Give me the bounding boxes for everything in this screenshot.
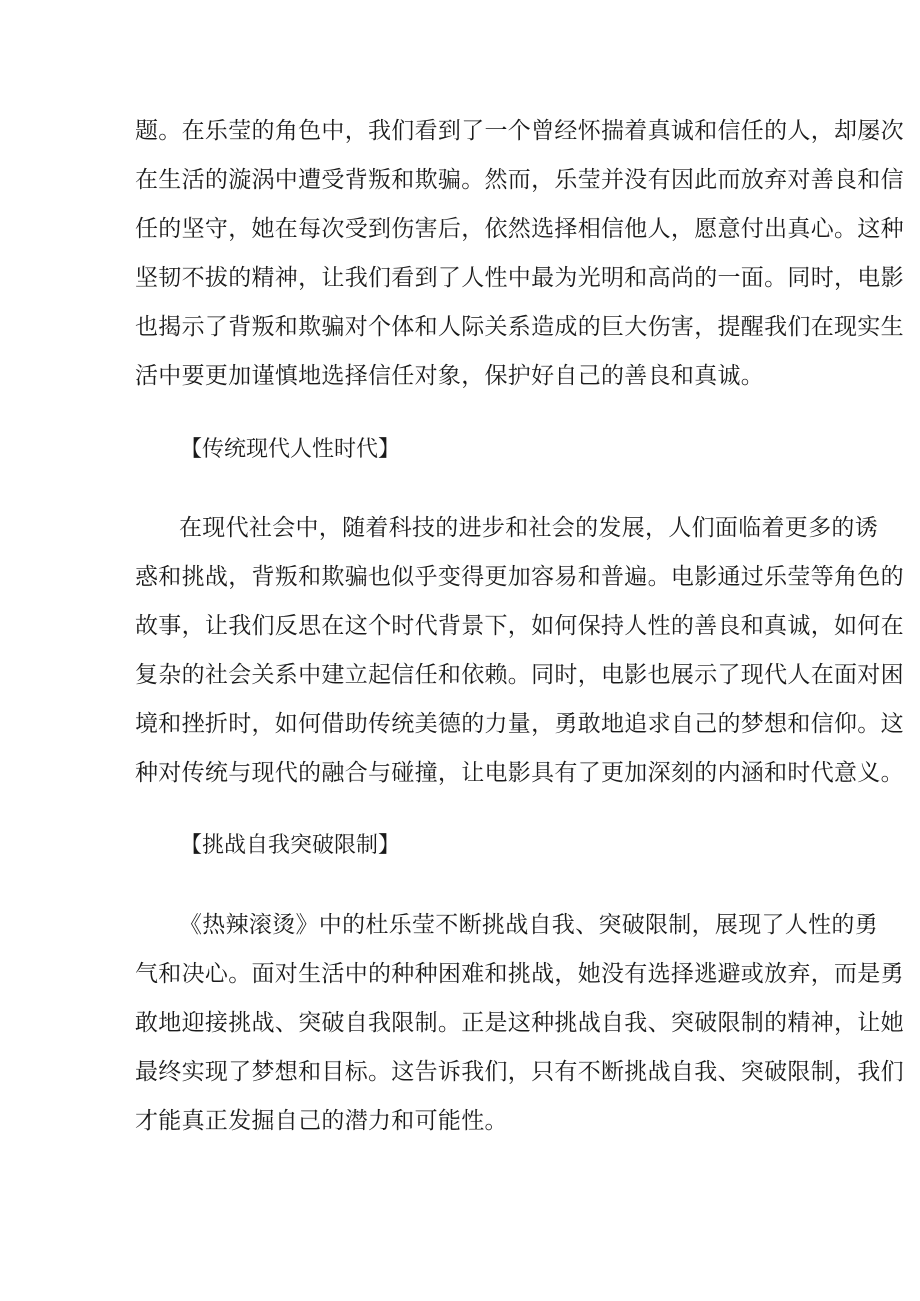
paragraph-1-line-2: 在生活的漩涡中遭受背叛和欺骗。然而，乐莹并没有因此而放弃对善良和信 — [135, 167, 904, 193]
paragraph-1-line-1: 题。在乐莹的角色中，我们看到了一个曾经怀揣着真诚和信任的人，却屡次 — [135, 118, 904, 144]
paragraph-1-line-6: 活中要更加谨慎地选择信任对象，保护好自己的善良和真诚。 — [135, 363, 765, 389]
section-heading-tradition-modern: 【传统现代人性时代】 — [180, 437, 401, 462]
paragraph-3-line-1: 《热辣滚烫》中的杜乐莹不断挑战自我、突破限制，展现了人性的勇 — [179, 912, 878, 938]
paragraph-2-line-5: 境和挫折时，如何借助传统美德的力量，勇敢地追求自己的梦想和信仰。这 — [135, 711, 904, 737]
paragraph-1-line-4: 坚韧不拔的精神，让我们看到了人性中最为光明和高尚的一面。同时，电影 — [135, 265, 904, 291]
paragraph-3-line-4: 最终实现了梦想和目标。这告诉我们，只有不断挑战自我、突破限制，我们 — [135, 1059, 904, 1085]
paragraph-2-line-4: 复杂的社会关系中建立起信任和依赖。同时，电影也展示了现代人在面对困 — [135, 662, 904, 688]
paragraph-3-line-3: 敢地迎接挑战、突破自我限制。正是这种挑战自我、突破限制的精神，让她 — [135, 1010, 904, 1036]
paragraph-3-line-5: 才能真正发掘自己的潜力和可能性。 — [135, 1108, 508, 1134]
paragraph-3-line-2: 气和决心。面对生活中的种种困难和挑战，她没有选择逃避或放弃，而是勇 — [135, 961, 904, 987]
paragraph-2-line-6: 种对传统与现代的融合与碰撞，让电影具有了更加深刻的内涵和时代意义。 — [135, 760, 904, 786]
section-heading-challenge-self: 【挑战自我突破限制】 — [180, 833, 401, 858]
paragraph-2-line-2: 惑和挑战，背叛和欺骗也似乎变得更加容易和普遍。电影通过乐莹等角色的 — [135, 564, 904, 590]
paragraph-1-line-5: 也揭示了背叛和欺骗对个体和人际关系造成的巨大伤害，提醒我们在现实生 — [135, 314, 904, 340]
paragraph-1-line-3: 任的坚守，她在每次受到伤害后，依然选择相信他人，愿意付出真心。这种 — [135, 216, 904, 242]
paragraph-2-line-3: 故事，让我们反思在这个时代背景下，如何保持人性的善良和真诚，如何在 — [135, 613, 904, 639]
paragraph-2-line-1: 在现代社会中，随着科技的进步和社会的发展，人们面临着更多的诱 — [179, 515, 878, 541]
